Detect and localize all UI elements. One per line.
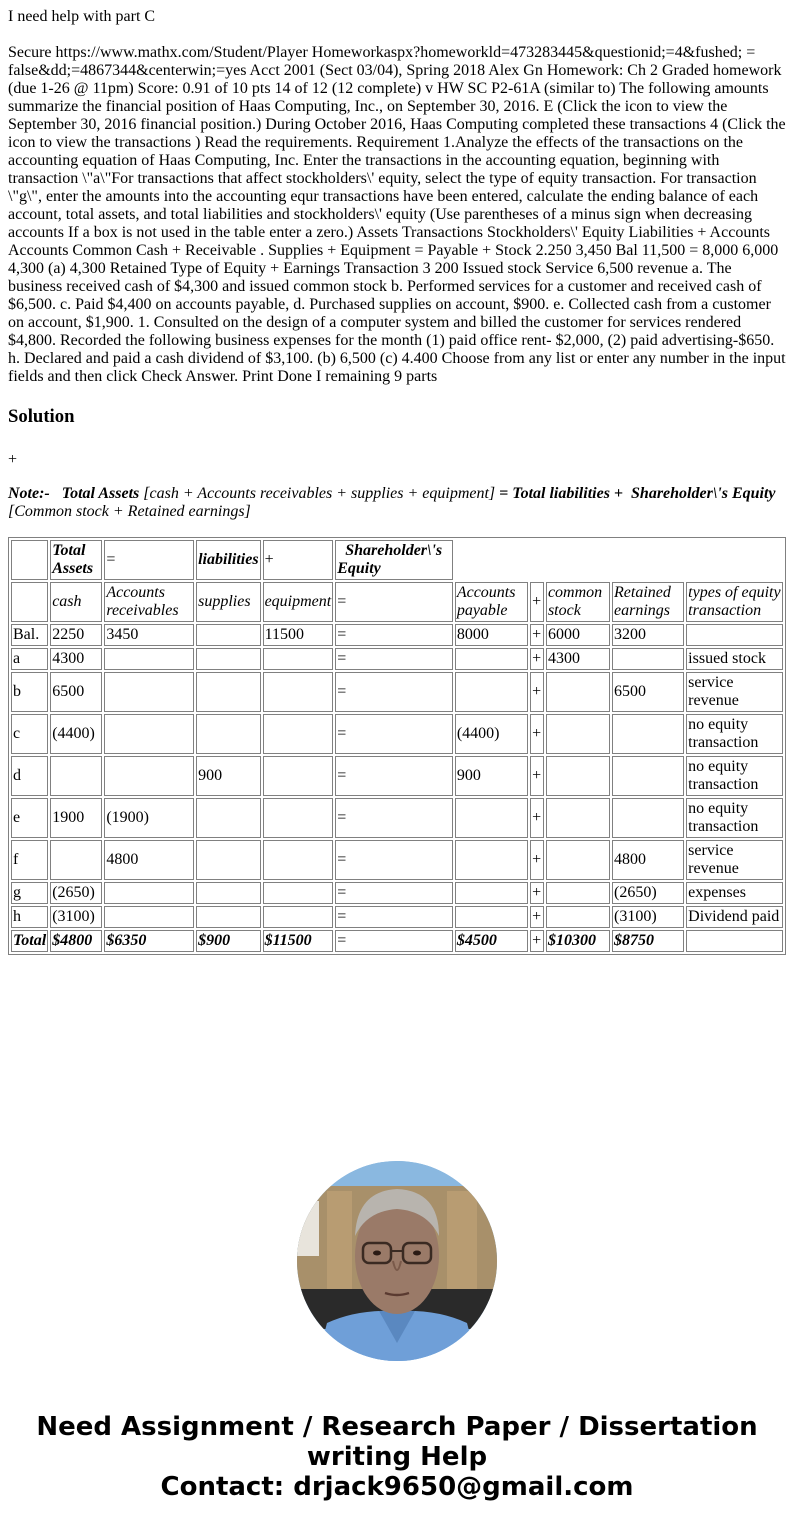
total-retained-earnings: $8750 [612, 930, 684, 952]
cell-accounts-receivable [104, 756, 194, 796]
cell-accounts-receivable [104, 906, 194, 928]
cell-equipment [263, 756, 334, 796]
question-body: Secure https://www.mathx.com/Student/Player Homeworkaspx?homeworkld=473283445&questionid;=4&fushed; = false&dd;=4867344&centerwin;=yes Acct 2001 (Sect 03/04), Spring 2018 Alex Gn Homework: Ch 2 Graded homework (due 1-26 @ 11pm) Score: 0.91 of 10 pts 14 of 12 (12 complete) v HW SC P2-61A (similar to) The following amounts summarize the financial position of Haas Computing, Inc., on September 30, 2016. E (Click the icon to view the September 30, 2016 financial position.) During October 2016, Haas Computing completed these transactions 4 (Click the icon to view the transactions ) Read the requirements. Requirement 1.Analyze the effects of the transactions on the accounting equation of Haas Computing, Inc. Enter the transactions in the accounting equation, beginning with transaction \"a\"For transactions that affect stockholders\' equity, select the type of equity transaction. For transaction \"g\", enter the amounts into the accounting equr transactions have been entered, calculate the ending balance of each account, total assets, and total liabilities and stockholders\' equity (Use parentheses of a minus sign when decreasing accounts If a box is not used in the table enter a zero.) Assets Transactions Stockholders\' Equity Liabilities + Accounts Accounts Common Cash + Receivable . Supplies + Equipment = Payable + Stock 2.250 3,450 Bal 11,500 = 8,000 6,000 4,300 (a) 4,300 Retained Type of Equity + Earnings Transaction 3 200 Issued stock Service 6,500 revenue a. The business received cash of $4,300 and issued common stock b. Performed services for a customer and received cash of $6,500. c. Paid $4,400 on accounts payable, d. Purchased supplies on account, $900. e. Collected cash from a customer on account, $1,900. 1. Consulted on the design of a computer system and billed the customer for services rendered $4,800. Recorded the following business expenses for the month (1) paid office rent- $2,000, (2) paid advertising-$650. h. Declared and paid a cash dividend of $3,100. (b) 6,500 (c) 4.400 Choose from any list or enter any number in the input fields and then click Check Answer. Print Done I remaining 9 parts [8, 44, 786, 385]
cell-equals: = [335, 648, 453, 670]
table-row-b [11, 672, 783, 712]
table-row-g [11, 882, 783, 904]
author-photo-icon [297, 1161, 497, 1361]
cell-equipment [263, 714, 334, 754]
cell-accounts-payable [455, 906, 528, 928]
cell-accounts-payable: 8000 [455, 624, 528, 646]
header-col-accounts-receivable: Accounts receivables [104, 582, 194, 622]
header-col-equals: = [335, 582, 453, 622]
header-plus: + [263, 540, 334, 580]
cell-equity-type: issued stock [686, 648, 783, 670]
header-col-plus: + [530, 582, 544, 622]
table-row-h [11, 906, 783, 928]
table-body [11, 624, 783, 952]
cell-equals: = [335, 624, 453, 646]
cell-common-stock: 4300 [546, 648, 610, 670]
cell-accounts-payable [455, 648, 528, 670]
header-empty-space [455, 540, 783, 580]
cell-accounts-receivable [104, 648, 194, 670]
note-prefix: Note:- [8, 485, 50, 502]
cell-supplies [196, 672, 260, 712]
cell-supplies [196, 798, 260, 838]
cell-equity-type: expenses [686, 882, 783, 904]
cell-plus: + [530, 624, 544, 646]
table-row-d [11, 756, 783, 796]
page-content [0, 8, 794, 955]
promo-line-2: writing Help [306, 1442, 488, 1472]
total-equals: = [335, 930, 453, 952]
table-row-bal [11, 624, 783, 646]
cell-accounts-receivable: 3450 [104, 624, 194, 646]
row-label: b [11, 672, 48, 712]
cell-accounts-receivable: 4800 [104, 840, 194, 880]
promo-line-1: Need Assignment / Research Paper / Dissertation [36, 1412, 758, 1442]
cell-accounts-receivable [104, 882, 194, 904]
cell-common-stock [546, 714, 610, 754]
cell-plus: + [530, 756, 544, 796]
cell-equity-type: Dividend paid [686, 906, 783, 928]
note-equals-liabilities: = Total liabilities + [499, 485, 624, 502]
cell-supplies: 900 [196, 756, 260, 796]
cell-cash [50, 840, 102, 880]
total-supplies: $900 [196, 930, 260, 952]
question-intro: I need help with part C [8, 8, 156, 25]
cell-accounts-payable [455, 798, 528, 838]
total-equity-type [686, 930, 783, 952]
cell-plus: + [530, 648, 544, 670]
cell-equity-type: service revenue [686, 672, 783, 712]
header-liabilities: liabilities [196, 540, 260, 580]
cell-plus: + [530, 798, 544, 838]
cell-cash: 6500 [50, 672, 102, 712]
accounting-equation-table [8, 537, 786, 955]
cell-retained-earnings: (2650) [612, 882, 684, 904]
cell-common-stock [546, 672, 610, 712]
header-col-equity-type: types of equity transaction [686, 582, 783, 622]
cell-equals: = [335, 714, 453, 754]
cell-equals: = [335, 882, 453, 904]
total-accounts-receivable: $6350 [104, 930, 194, 952]
promo-contact: Contact: drjack9650@gmail.com [160, 1472, 634, 1502]
promo-banner [0, 1412, 794, 1502]
cell-accounts-receivable [104, 672, 194, 712]
note-equity-detail: [Common stock + Retained earnings] [8, 503, 251, 520]
header-col-cash: cash [50, 582, 102, 622]
cell-retained-earnings: 4800 [612, 840, 684, 880]
cell-cash: 4300 [50, 648, 102, 670]
header-row-groups [11, 540, 783, 580]
cell-common-stock [546, 798, 610, 838]
solution-note [8, 485, 786, 521]
row-label: c [11, 714, 48, 754]
cell-accounts-payable: 900 [455, 756, 528, 796]
row-label: a [11, 648, 48, 670]
cell-cash: (4400) [50, 714, 102, 754]
cell-equals: = [335, 798, 453, 838]
total-common-stock: $10300 [546, 930, 610, 952]
cell-accounts-receivable [104, 714, 194, 754]
cell-plus: + [530, 882, 544, 904]
cell-equals: = [335, 756, 453, 796]
cell-cash: 2250 [50, 624, 102, 646]
cell-common-stock [546, 906, 610, 928]
table-header [11, 540, 783, 622]
cell-equity-type: service revenue [686, 840, 783, 880]
header-col-equipment: equipment [263, 582, 334, 622]
total-accounts-payable: $4500 [455, 930, 528, 952]
header-col-blank [11, 582, 48, 622]
cell-common-stock: 6000 [546, 624, 610, 646]
cell-equity-type [686, 624, 783, 646]
table-row-c [11, 714, 783, 754]
cell-accounts-receivable: (1900) [104, 798, 194, 838]
cell-equals: = [335, 840, 453, 880]
cell-cash: (2650) [50, 882, 102, 904]
solution-heading: Solution [8, 406, 75, 427]
header-col-common-stock: common stock [546, 582, 610, 622]
table-row-e [11, 798, 783, 838]
header-row-columns [11, 582, 783, 622]
cell-equipment [263, 798, 334, 838]
note-total-assets: Total Assets [61, 485, 140, 502]
row-label-total: Total [11, 930, 48, 952]
cell-equals: = [335, 906, 453, 928]
table-row-f [11, 840, 783, 880]
cell-equals: = [335, 672, 453, 712]
row-label: f [11, 840, 48, 880]
cell-plus: + [530, 840, 544, 880]
cell-retained-earnings: 6500 [612, 672, 684, 712]
cell-accounts-payable [455, 672, 528, 712]
cell-retained-earnings [612, 756, 684, 796]
cell-cash: (3100) [50, 906, 102, 928]
cell-equipment [263, 840, 334, 880]
cell-accounts-payable [455, 840, 528, 880]
cell-supplies [196, 648, 260, 670]
table-row-a [11, 648, 783, 670]
cell-equipment [263, 672, 334, 712]
cell-retained-earnings: (3100) [612, 906, 684, 928]
cell-plus: + [530, 672, 544, 712]
note-assets-detail: [cash + Accounts receivables + supplies + equipment] [143, 485, 496, 502]
row-label: h [11, 906, 48, 928]
header-shareholders-equity: Shareholder\'s Equity [335, 540, 453, 580]
header-col-retained-earnings: Retained earnings [612, 582, 684, 622]
cell-common-stock [546, 882, 610, 904]
row-label: g [11, 882, 48, 904]
header-col-accounts-payable: Accounts payable [455, 582, 528, 622]
header-total-assets: Total Assets [50, 540, 102, 580]
cell-equity-type: no equity transaction [686, 714, 783, 754]
cell-cash [50, 756, 102, 796]
cell-equipment [263, 648, 334, 670]
cell-plus: + [530, 714, 544, 754]
row-label: Bal. [11, 624, 48, 646]
cell-equity-type: no equity transaction [686, 798, 783, 838]
total-plus: + [530, 930, 544, 952]
cell-retained-earnings [612, 798, 684, 838]
cell-supplies [196, 840, 260, 880]
cell-equipment: 11500 [263, 624, 334, 646]
cell-accounts-payable: (4400) [455, 714, 528, 754]
cell-common-stock [546, 840, 610, 880]
cell-common-stock [546, 756, 610, 796]
cell-retained-earnings [612, 648, 684, 670]
cell-equipment [263, 882, 334, 904]
cell-equity-type: no equity transaction [686, 756, 783, 796]
cell-accounts-payable [455, 882, 528, 904]
plus-symbol: + [8, 451, 18, 468]
cell-retained-earnings [612, 714, 684, 754]
cell-supplies [196, 714, 260, 754]
cell-retained-earnings: 3200 [612, 624, 684, 646]
total-equipment: $11500 [263, 930, 334, 952]
header-col-supplies: supplies [196, 582, 260, 622]
header-equals: = [104, 540, 194, 580]
cell-supplies [196, 624, 260, 646]
row-label: e [11, 798, 48, 838]
note-equity: Shareholder\'s Equity [631, 485, 776, 502]
cell-plus: + [530, 906, 544, 928]
cell-supplies [196, 906, 260, 928]
header-cell-blank [11, 540, 48, 580]
cell-supplies [196, 882, 260, 904]
table-row-total [11, 930, 783, 952]
total-cash: $4800 [50, 930, 102, 952]
cell-cash: 1900 [50, 798, 102, 838]
row-label: d [11, 756, 48, 796]
cell-equipment [263, 906, 334, 928]
